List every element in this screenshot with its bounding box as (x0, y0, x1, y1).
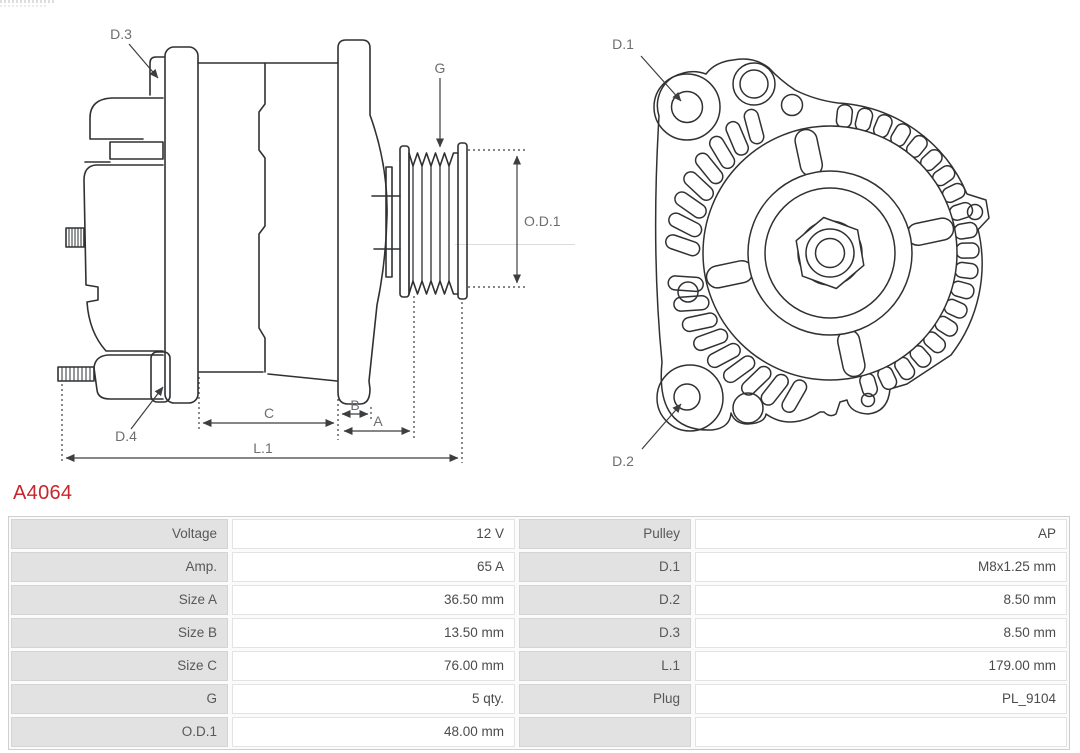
spec-value: 48.00 mm (232, 717, 515, 747)
spec-label: Voltage (11, 519, 228, 549)
rear-cover-body (84, 165, 163, 351)
table-row (11, 519, 1067, 549)
spec-label: D.1 (519, 552, 691, 582)
spec-value (695, 717, 1067, 747)
label-a: A (373, 413, 383, 429)
spec-label: D.3 (519, 618, 691, 648)
spec-value: 5 qty. (232, 684, 515, 714)
pulley (400, 143, 467, 299)
spec-value: 13.50 mm (232, 618, 515, 648)
d2-leader-arrow (642, 404, 681, 449)
spec-value: 76.00 mm (232, 651, 515, 681)
rear-cover-top (90, 98, 163, 139)
table-row (11, 552, 1067, 582)
spec-label (519, 717, 691, 747)
label-d2: D.2 (612, 453, 634, 469)
label-l1: L.1 (253, 440, 273, 456)
spec-value: 8.50 mm (695, 618, 1067, 648)
spec-label: Amp. (11, 552, 228, 582)
spec-value: 12 V (232, 519, 515, 549)
label-b: B (350, 397, 360, 413)
spec-value: M8x1.25 mm (695, 552, 1067, 582)
label-d1: D.1 (612, 36, 634, 52)
spec-label: L.1 (519, 651, 691, 681)
spec-value: 179.00 mm (695, 651, 1067, 681)
spec-label: Size A (11, 585, 228, 615)
d4-leader-arrow (131, 387, 163, 429)
front-view (654, 59, 989, 431)
terminal-stud (66, 228, 84, 247)
label-d4: D.4 (115, 428, 137, 444)
side-view (58, 40, 467, 404)
table-row (11, 651, 1067, 681)
rear-flange (165, 47, 198, 403)
spec-value: AP (695, 519, 1067, 549)
table-row (11, 585, 1067, 615)
spec-label: G (11, 684, 228, 714)
label-od1: O.D.1 (524, 213, 561, 229)
table-row (11, 618, 1067, 648)
rear-slot (110, 142, 163, 159)
front-bracket (338, 40, 387, 404)
table-row (11, 717, 1067, 747)
spec-label: Size B (11, 618, 228, 648)
part-number: A4064 (13, 482, 73, 504)
spec-value: PL_9104 (695, 684, 1067, 714)
label-d3: D.3 (110, 26, 132, 42)
spec-value: 8.50 mm (695, 585, 1067, 615)
spec-table (8, 516, 1070, 750)
table-row (11, 684, 1067, 714)
label-c: C (263, 405, 275, 421)
bottom-lug (58, 352, 170, 402)
spec-label: Plug (519, 684, 691, 714)
label-g: G (434, 60, 446, 76)
d3-leader-arrow (129, 44, 158, 78)
stator-body (198, 63, 338, 381)
spec-value: 36.50 mm (232, 585, 515, 615)
spec-label: D.2 (519, 585, 691, 615)
spec-label: Pulley (519, 519, 691, 549)
spec-value: 65 A (232, 552, 515, 582)
spec-label: O.D.1 (11, 717, 228, 747)
spec-label: Size C (11, 651, 228, 681)
